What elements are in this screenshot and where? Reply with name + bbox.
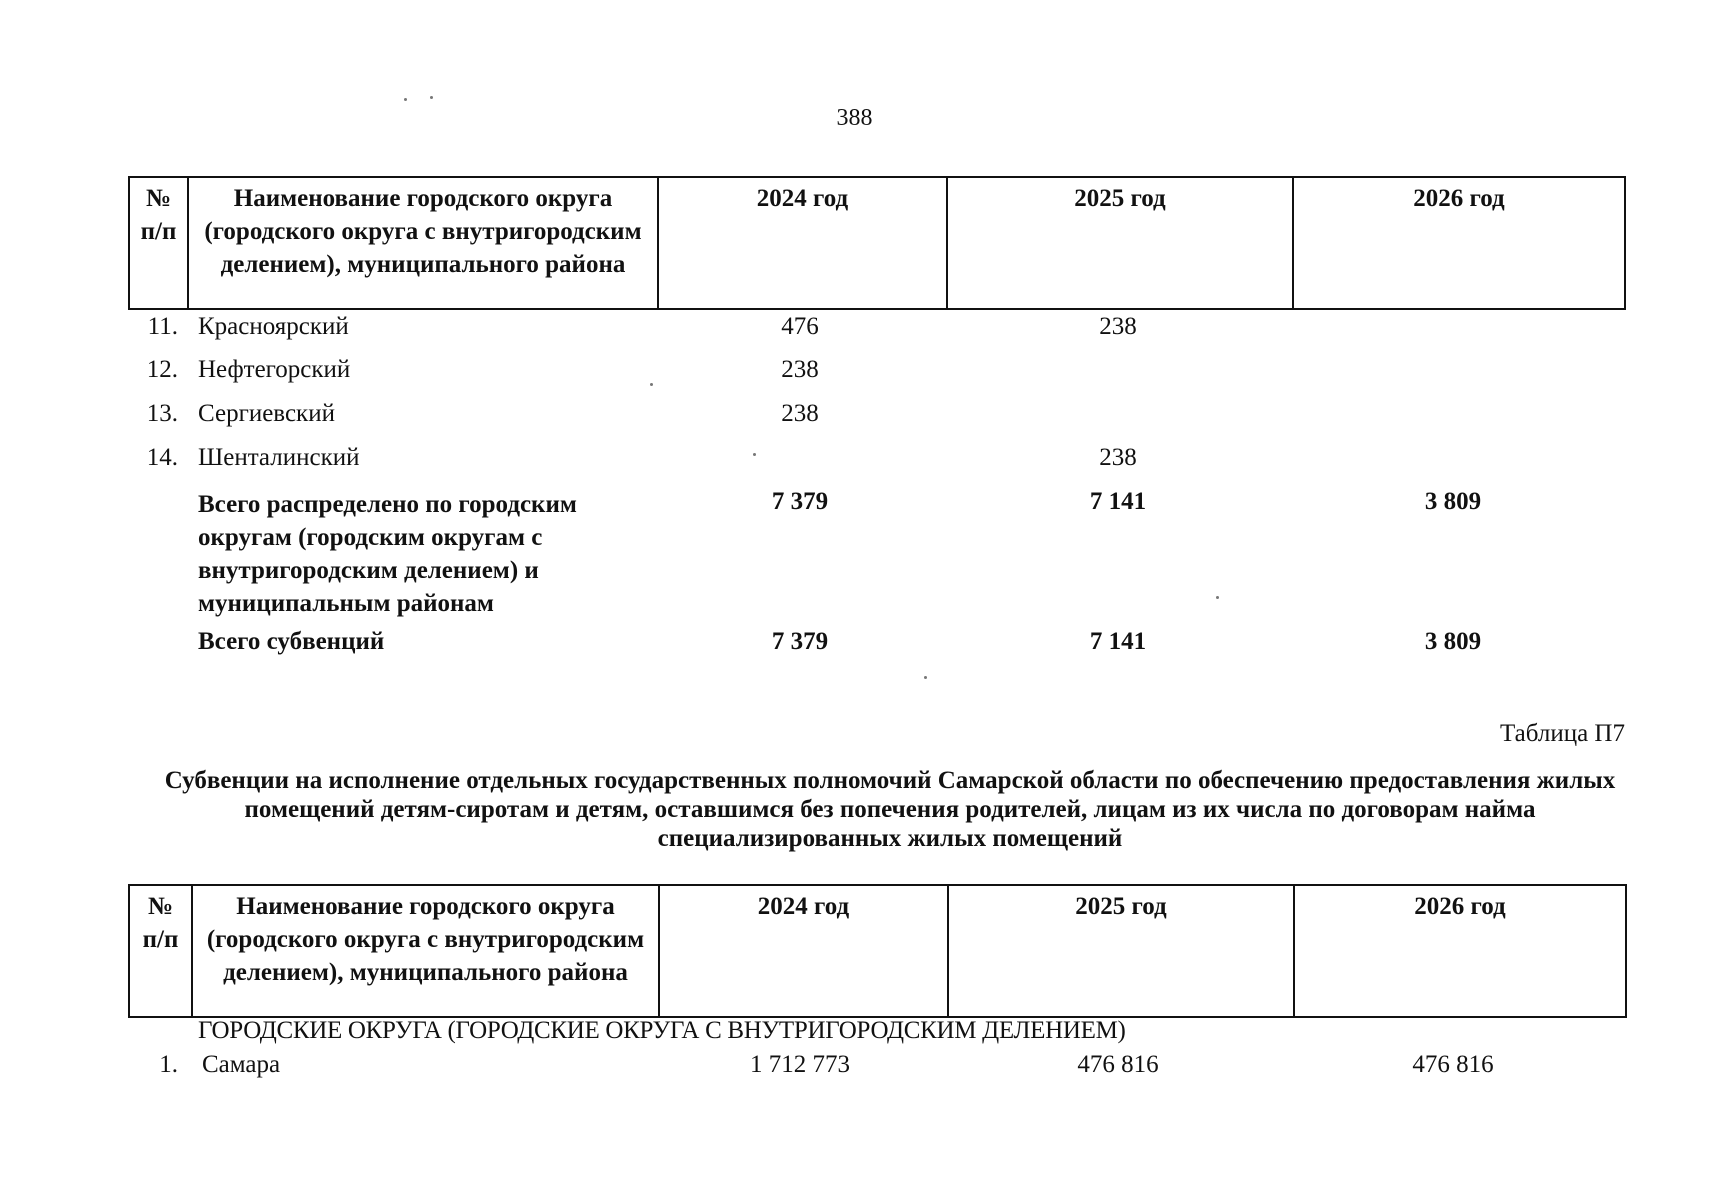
table1-header — [128, 176, 1626, 310]
col-header-2024: 2024 год — [658, 177, 947, 309]
col-header-2024: 2024 год — [659, 885, 948, 1017]
total-subventions-label: Всего субвенций — [198, 628, 385, 655]
row-2024: 1 712 773 — [750, 1051, 850, 1078]
scan-speck — [753, 453, 756, 456]
scan-speck — [924, 676, 927, 679]
row-name: Самара — [202, 1051, 281, 1078]
total-distributed-2025: 7 141 — [1089, 488, 1147, 515]
total-subventions-2024: 7 379 — [771, 628, 829, 655]
row-number: 1. — [159, 1051, 178, 1078]
scan-speck — [430, 96, 433, 99]
row-number: 14. — [146, 444, 178, 471]
row-2024: 238 — [781, 400, 819, 427]
row-2025: 476 816 — [1077, 1051, 1159, 1078]
total-subventions-row — [0, 628, 1709, 668]
scan-speck — [404, 98, 407, 101]
row-2024: 476 — [781, 313, 819, 340]
row-2024: 238 — [781, 356, 819, 383]
col-header-num: № п/п — [129, 885, 192, 1017]
table2-header — [128, 884, 1627, 1018]
col-header-name: Наименование городского округа (городского округа с внутригородским делением), муниципального района — [192, 885, 659, 1017]
table-row — [0, 1051, 1709, 1091]
total-subventions-2025: 7 141 — [1089, 628, 1147, 655]
row-number: 13. — [146, 400, 178, 427]
row-number: 12. — [146, 356, 178, 383]
table-row — [0, 400, 1709, 440]
scan-speck — [650, 383, 653, 386]
total-subventions-2026: 3 809 — [1424, 628, 1482, 655]
col-header-2025: 2025 год — [947, 177, 1293, 309]
col-header-2026: 2026 год — [1294, 885, 1626, 1017]
table-row — [0, 313, 1709, 353]
col-header-2025: 2025 год — [948, 885, 1294, 1017]
table-label: Таблица П7 — [1500, 720, 1625, 747]
group-header: ГОРОДСКИЕ ОКРУГА (ГОРОДСКИЕ ОКРУГА С ВНУТРИГОРОДСКИМ ДЕЛЕНИЕМ) — [198, 1017, 1126, 1044]
row-2026: 476 816 — [1412, 1051, 1494, 1078]
table-row — [0, 444, 1709, 484]
row-name: Красноярский — [198, 313, 349, 340]
section-title: Субвенции на исполнение отдельных государственных полномочий Самарской области по обеспечению предоставления жилых помещений детям-сиротам и детям, оставшимся без попечения родителей, лицам из их числа по договорам найма специализированных жилых помещений — [164, 767, 1616, 852]
page-number: 388 — [836, 105, 873, 131]
total-distributed-label: Всего распределено по городским округам (городским округам с внутригородским делением) и муниципальным районам — [198, 491, 577, 617]
row-number: 11. — [147, 313, 178, 340]
scan-speck — [1216, 596, 1219, 599]
total-distributed-2026: 3 809 — [1424, 488, 1482, 515]
col-header-2026: 2026 год — [1293, 177, 1625, 309]
row-2025: 238 — [1099, 313, 1137, 340]
col-header-name: Наименование городского округа (городского округа с внутригородским делением), муниципального района — [188, 177, 658, 309]
row-2025: 238 — [1099, 444, 1137, 471]
row-name: Сергиевский — [198, 400, 335, 427]
table-row — [0, 356, 1709, 396]
row-name: Нефтегорский — [198, 356, 351, 383]
col-header-num: № п/п — [129, 177, 188, 309]
row-name: Шенталинский — [198, 444, 360, 471]
total-distributed-2024: 7 379 — [771, 488, 829, 515]
